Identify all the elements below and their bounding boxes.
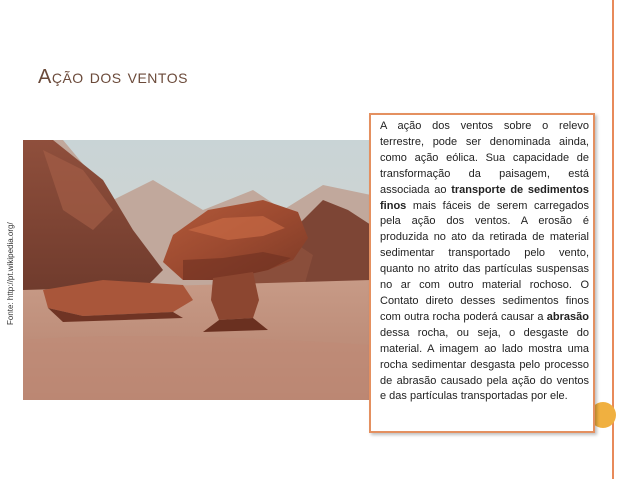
description-box xyxy=(369,113,595,433)
text-bold-abrasao: abrasão xyxy=(546,310,589,323)
text-part-2: mais fáceis de serem carregados pela ação dos ventos. A erosão é produzida no ato da retirada de material sedimentar transportado pelo vento, quanto no atrito das partículas suspensas no ar com outro material rochoso. O Contato direto desses sedimentos finos com outra rocha poderá causar a xyxy=(380,199,589,323)
photo xyxy=(23,140,371,400)
text-part-3: dessa rocha, ou seja, o desgaste do material. A imagem ao lado mostra uma rocha sedimentar desgasta pelo processo de abrasão causado pela ação do ventos e das partículas transportadas por ele. xyxy=(380,326,589,403)
description-text xyxy=(380,119,589,405)
text-part-1: A ação dos ventos sobre o relevo terrestre, pode ser denominada ainda, como ação eólica. Sua capacidade de transformação da paisagem, está associada ao xyxy=(380,120,589,196)
text-bold-transport: transporte de sedimentos finos xyxy=(380,183,589,212)
slide-title: Ação dos ventos xyxy=(38,66,188,88)
image-credit: Fonte: http://pt.wikipedia.org/ xyxy=(6,222,15,325)
